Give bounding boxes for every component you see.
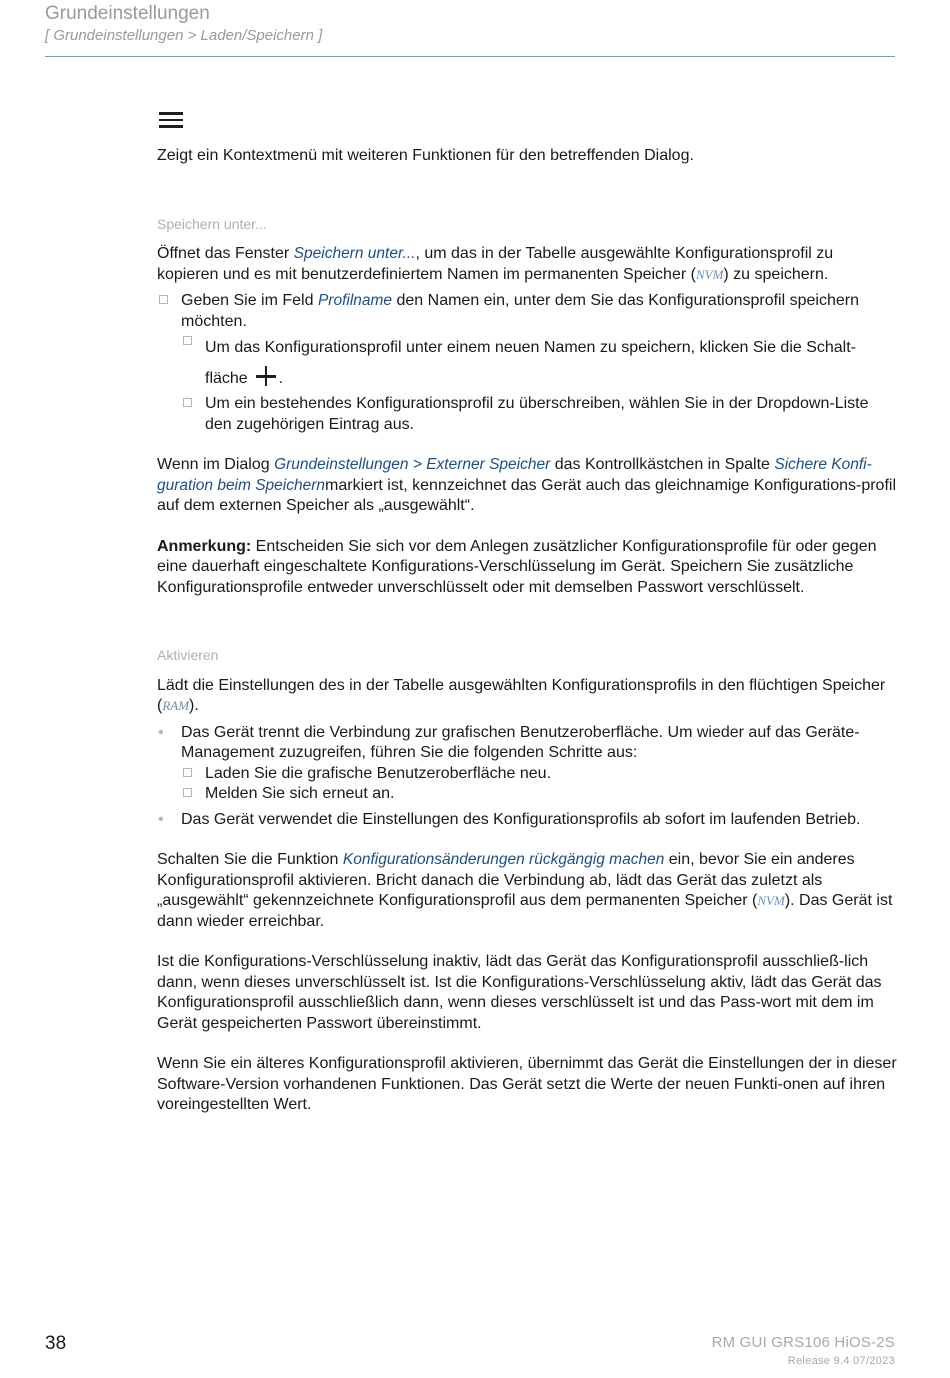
plus-icon	[256, 366, 276, 386]
nvm-label: NVM	[757, 893, 785, 908]
encryption-paragraph: Ist die Konfigurations-Verschlüsselung inaktiv, lädt das Gerät das Konfigurationsprofil ausschließ-lich dann, wenn dieses unverschlüsselt ist. Ist die Konfigurations-Verschlüsselung aktiv, lädt das Gerät das Konfigurationsprofil ausschließlich dann, wenn dieses verschlüsselt ist und das Pass-wort mit dem im Gerät gespeicherten Passwort übereinstimmt.	[157, 953, 882, 1032]
undo-paragraph: Schalten Sie die Funktion Konfigurationsänderungen rückgängig machen ein, bevor Sie ein anderes Konfigurationsprofil aktivieren. Bricht danach die Verbindung ab, lädt das Gerät das zuletzt als „ausgewählt“ gekennzeichnete Konfigurationsprofil aus dem permanenten Speicher (NVM). Das Gerät ist dann wieder erreichbar.	[157, 851, 893, 930]
activate-bullets	[157, 723, 897, 831]
older-profile-paragraph: Wenn Sie ein älteres Konfigurationsprofil aktivieren, übernimmt das Gerät die Einstellungen der in dieser Software-Version vorhandenen Funktionen. Das Gerät setzt die Werte der neuen Funkti-onen auf ihren voreingestellten Wert.	[157, 1055, 897, 1113]
list-item: Melden Sie sich erneut an.	[181, 784, 897, 805]
external-storage-paragraph: Wenn im Dialog Grundeinstellungen > Externer Speicher das Kontrollkästchen in Spalte Sichere Konfi-guration beim Speichernmarkiert ist, kennzeichnet das Gerät auch das gleichnamige Konfigurations-profil auf dem externen Speicher als „ausgewählt“.	[157, 456, 896, 514]
activate-paragraph: Lädt die Einstellungen des in der Tabelle ausgewählten Konfigurationsprofils in den flüchtigen Speicher (RAM).	[157, 676, 886, 714]
header-title: Grundeinstellungen	[45, 3, 210, 24]
footer-document-title: RM GUI GRS106 HiOS-2S	[711, 1334, 895, 1351]
footer-release: Release 9.4 07/2023	[787, 1355, 895, 1367]
link-save-as[interactable]: Speichern unter...	[293, 245, 416, 262]
list-item: Um das Konfigurationsprofil unter einem neuen Namen zu speichern, klicken Sie die Schalt-fläche .	[181, 332, 897, 394]
list-item: • Das Gerät verwendet die Einstellungen des Konfigurationsprofils ab sofort im laufenden Betrieb.	[158, 810, 861, 828]
menu-description: Zeigt ein Kontextmenü mit weiteren Funktionen für den betreffenden Dialog.	[157, 147, 694, 164]
section-heading-save-as: Speichern unter...	[157, 215, 267, 232]
link-secure-config[interactable]: Sichere Konfi-guration beim Speichern	[157, 456, 872, 494]
breadcrumb: [ Grundeinstellungen > Laden/Speichern ]	[45, 27, 323, 44]
list-item: Laden Sie die grafische Benutzeroberfläche neu.	[181, 764, 897, 785]
save-as-paragraph: Öffnet das Fenster Speichern unter..., um das in der Tabelle ausgewählte Konfigurationsprofil zu kopieren und es mit benutzerdefiniertem Namen im permanenten Speicher (NVM) zu speichern.	[157, 245, 834, 283]
list-item: Um ein bestehendes Konfigurationsprofil zu überschreiben, wählen Sie in der Dropdown-Liste den zugehörigen Eintrag aus.	[181, 394, 897, 435]
list-item: • Das Gerät trennt die Verbindung zur grafischen Benutzeroberfläche. Um wieder auf das Geräte-Management zuzugreifen, führen Sie die folgenden Schritte aus: Laden Sie die grafische Benutzeroberfläche neu. Melden Sie sich erneut an.	[157, 723, 897, 805]
ram-label: RAM	[162, 698, 190, 713]
list-item: Geben Sie im Feld Profilname den Namen ein, unter dem Sie das Konfigurationsprofil speichern möchten. Um das Konfigurationsprofil unter einem neuen Namen zu speichern, klicken Sie die Schalt-fläche . Um ein bestehendes Konfigurationsprofil zu überschreiben, wählen Sie in der Dropdown-Liste den zugehörigen Eintrag aus.	[157, 291, 897, 435]
note-paragraph: Anmerkung: Entscheiden Sie sich vor dem Anlegen zusätzlicher Konfigurationsprofile für oder gegen eine dauerhaft eingeschaltete Konfigurations-Verschlüsselung im Gerät. Speichern Sie zusätzliche Konfigurationsprofile entweder unverschlüsselt oder mit demselben Passwort verschlüsselt.	[157, 537, 877, 596]
menu-icon	[159, 112, 185, 134]
activate-substeps	[181, 764, 897, 805]
header-divider	[45, 56, 895, 57]
nvm-label: NVM	[695, 266, 724, 282]
section-heading-activate: Aktivieren	[157, 647, 219, 663]
page-number: 38	[45, 1333, 67, 1354]
link-profile-name[interactable]: Profilname	[317, 292, 393, 309]
link-undo-config[interactable]: Konfigurationsänderungen rückgängig machen	[342, 851, 665, 868]
main-content	[157, 108, 897, 1116]
link-external-storage[interactable]: Grundeinstellungen > Externer Speicher	[274, 456, 551, 473]
save-as-steps	[157, 291, 897, 435]
save-as-substeps	[181, 332, 897, 435]
